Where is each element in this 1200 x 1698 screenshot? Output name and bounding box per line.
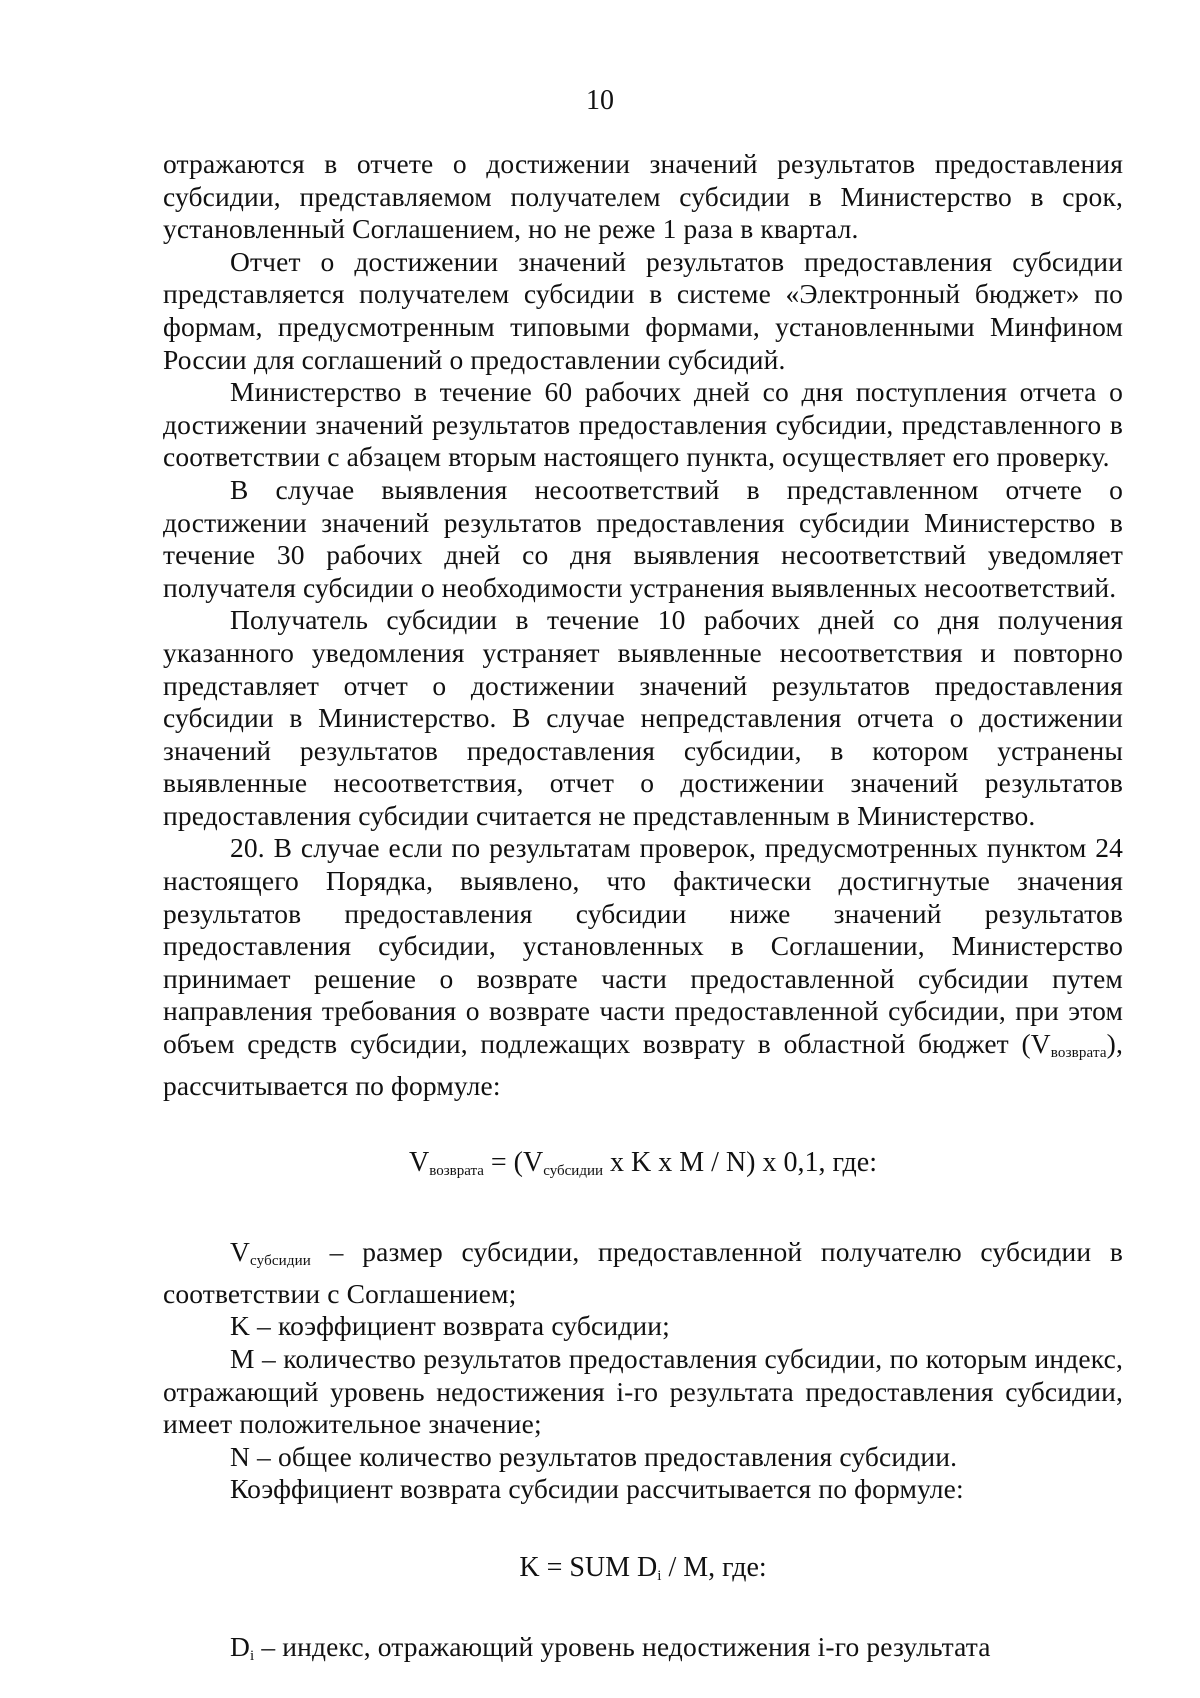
formula2-left: K = SUM D (519, 1551, 658, 1583)
formula-coefficient (163, 1551, 1123, 1593)
formula1-v: V (409, 1147, 430, 1179)
paragraph-2: Отчет о достижении значений результатов предоставления субсидии представляется получателем субсидии в системе «Электронный бюджет» по формам, предусмотренным типовыми формами, установленными Минфином России для соглашений о предоставлении субсидий. (163, 245, 1123, 375)
formula1-rest: х K х M / N) х 0,1, где: (603, 1147, 877, 1179)
page-number: 10 (586, 85, 614, 116)
formula2-right: / M, где: (661, 1551, 767, 1583)
paragraph-6 (163, 832, 1123, 1102)
definition-d-subscript: i (250, 1647, 255, 1664)
paragraph-4: В случае выявления несоответствий в представленном отчете о достижении значений результатов предоставления субсидии Министерство в течение 30 рабочих дней со дня выявления несоответствий уведомляет получателя субсидии о необходимости устранения выявленных несоответствий. (163, 473, 1123, 603)
definition-v-subsidy (163, 1236, 1123, 1310)
definition-d-index (163, 1631, 1123, 1673)
paragraph-6-end: рассчитывается по формуле: (163, 1069, 501, 1101)
definition-n: N – общее количество результатов предоставления субсидии. (230, 1440, 958, 1472)
paragraph-5: Получатель субсидии в течение 10 рабочих дней со дня получения указанного уведомления устраняет выявленные несоответствия и повторно представляет отчет о достижении значений результатов предоставления субсидии в Министерство. В случае непредставления отчета о достижении значений результатов предоставления субсидии, в котором устранены выявленные несоответствия, отчет о достижении значений результатов предоставления субсидии считается не представленным в Министерство. (163, 604, 1123, 831)
paragraph-3: Министерство в течение 60 рабочих дней со дня поступления отчета о достижении значений результатов предоставления субсидии, представленного в соответствии с абзацем вторым настоящего пункта, осуществляет его проверку. (163, 376, 1123, 473)
formula1-v2-subscript: субсидии (543, 1163, 603, 1180)
coefficient-intro: Коэффициент возврата субсидии рассчитывается по формуле: (230, 1473, 964, 1505)
paragraph-6-tail: ), (1106, 1028, 1123, 1060)
paragraph-6-subscript: возврата (1050, 1045, 1107, 1062)
definition-d: D (230, 1630, 251, 1662)
definition-v: V (230, 1236, 251, 1268)
paragraph-6-main: 20. В случае если по результатам проверок, предусмотренных пунктом 24 настоящего Порядка, выявлено, что фактически достигнутые значения результатов предоставления субсидии ниже значений результатов предоставления субсидии, установленных в Соглашении, Министерство принимает решение о возврате части предоставленной субсидии путем направления требования о возврате части предоставленной субсидии, при этом объем средств субсидии, подлежащих возврату в областной бюджет (V (163, 832, 1123, 1060)
definition-m: M – количество результатов предоставления субсидии, по которым индекс, отражающий уровень недостижения i-го результата предоставления субсидии, имеет положительное значение; (163, 1343, 1123, 1440)
paragraph-1: отражаются в отчете о достижении значений результатов предоставления субсидии, представляемом получателем субсидии в Министерство в срок, установленный Соглашением, но не реже 1 раза в квартал. (163, 148, 1123, 245)
formula1-v-subscript: возврата (429, 1163, 484, 1180)
definition-v-text: – размер субсидии, предоставленной получателю субсидии в соответствии с Соглашением; (163, 1236, 1123, 1309)
document-body (163, 148, 1123, 1673)
formula2-subscript: i (657, 1567, 662, 1584)
formula-return-volume (163, 1146, 1123, 1188)
definition-v-subscript: субсидии (250, 1253, 311, 1270)
definition-d-text: – индекс, отражающий уровень недостижения i-го результата (254, 1630, 991, 1662)
formula1-eq-open: = (V (483, 1147, 544, 1179)
definition-k: K – коэффициент возврата субсидии; (230, 1310, 670, 1342)
